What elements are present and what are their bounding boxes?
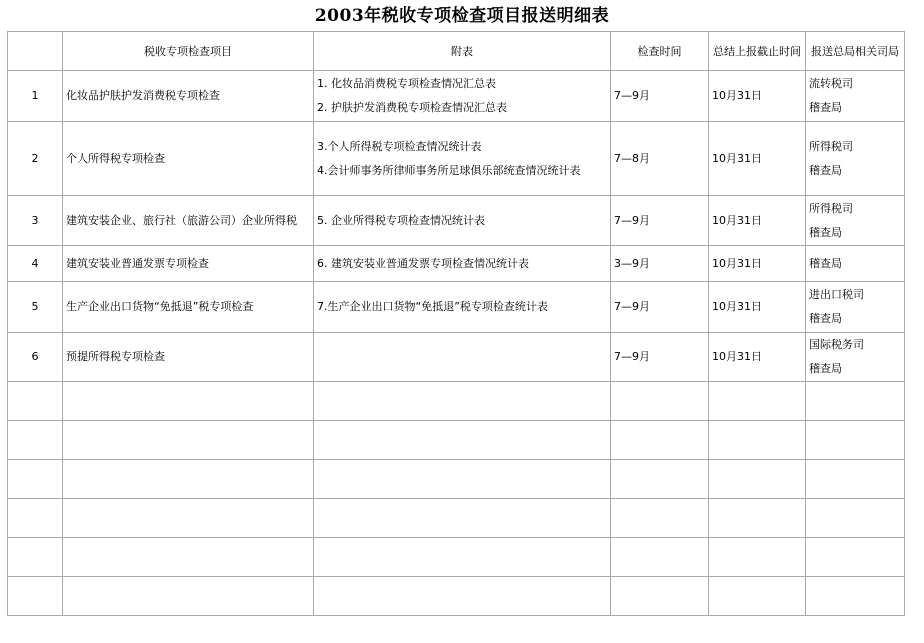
row-deadline: 10月31日 xyxy=(709,71,806,122)
empty-cell xyxy=(314,577,611,616)
row-index: 4 xyxy=(8,246,63,282)
empty-cell xyxy=(63,382,314,421)
row-period: 7—9月 xyxy=(611,282,709,333)
row-deadline: 10月31日 xyxy=(709,282,806,333)
empty-cell xyxy=(709,421,806,460)
row-dept xyxy=(806,246,905,282)
header-period: 检查时间 xyxy=(611,32,709,71)
row-dept xyxy=(806,196,905,246)
row-dept xyxy=(806,71,905,122)
row-attachments xyxy=(314,71,611,122)
empty-cell xyxy=(8,382,63,421)
row-project: 生产企业出口货物“免抵退”税专项检查 xyxy=(63,282,314,333)
row-period: 3—9月 xyxy=(611,246,709,282)
empty-cell xyxy=(8,499,63,538)
empty-cell xyxy=(611,538,709,577)
row-deadline: 10月31日 xyxy=(709,122,806,196)
empty-row xyxy=(8,382,905,421)
row-index: 5 xyxy=(8,282,63,333)
dept-item: 流转税司 xyxy=(809,77,853,90)
row-deadline: 10月31日 xyxy=(709,196,806,246)
empty-cell xyxy=(314,460,611,499)
row-dept xyxy=(806,122,905,196)
empty-cell xyxy=(806,499,905,538)
row-attachments xyxy=(314,196,611,246)
header-project: 税收专项检查项目 xyxy=(63,32,314,71)
attachment-item: 4.会计师事务所律师事务所足球俱乐部统查情况统计表 xyxy=(317,163,581,177)
attachment-item: 7.生产企业出口货物“免抵退”税专项检查统计表 xyxy=(317,300,548,313)
dept-item: 国际税务司 xyxy=(809,338,864,351)
dept-item: 稽查局 xyxy=(809,101,842,114)
row-project: 建筑安装业普通发票专项检查 xyxy=(63,246,314,282)
empty-row xyxy=(8,421,905,460)
empty-cell xyxy=(8,421,63,460)
header-attachments: 附表 xyxy=(314,32,611,71)
empty-cell xyxy=(806,460,905,499)
dept-item: 所得税司 xyxy=(809,201,853,215)
empty-cell xyxy=(314,499,611,538)
row-attachments xyxy=(314,246,611,282)
page-title: 2003年税收专项检查项目报送明细表 xyxy=(314,6,610,26)
empty-row xyxy=(8,460,905,499)
empty-cell xyxy=(709,460,806,499)
empty-cell xyxy=(806,421,905,460)
empty-cell xyxy=(63,421,314,460)
dept-item: 稽查局 xyxy=(809,225,842,239)
empty-cell xyxy=(611,577,709,616)
empty-cell xyxy=(611,460,709,499)
row-project: 个人所得税专项检查 xyxy=(63,122,314,196)
row-project: 化妆品护肤护发消费税专项检查 xyxy=(63,71,314,122)
dept-item: 所得税司 xyxy=(809,139,853,153)
empty-cell xyxy=(611,499,709,538)
row-period: 7—9月 xyxy=(611,196,709,246)
row-attachments xyxy=(314,282,611,333)
empty-cell xyxy=(709,382,806,421)
empty-cell xyxy=(806,382,905,421)
empty-cell xyxy=(63,538,314,577)
empty-row xyxy=(8,577,905,616)
header-row xyxy=(8,32,905,71)
row-attachments xyxy=(314,122,611,196)
attachment-item: 3.个人所得税专项检查情况统计表 xyxy=(317,139,482,153)
header-dept: 报送总局相关司局 xyxy=(806,32,905,71)
empty-cell xyxy=(8,577,63,616)
empty-cell xyxy=(611,382,709,421)
row-dept xyxy=(806,282,905,333)
empty-cell xyxy=(709,577,806,616)
empty-cell xyxy=(314,538,611,577)
row-dept xyxy=(806,333,905,382)
empty-cell xyxy=(314,382,611,421)
attachment-item: 6. 建筑安装业普通发票专项检查情况统计表 xyxy=(317,256,529,270)
row-deadline: 10月31日 xyxy=(709,333,806,382)
attachment-item: 1. 化妆品消费税专项检查情况汇总表 xyxy=(317,77,496,90)
row-period: 7—9月 xyxy=(611,333,709,382)
row-period: 7—9月 xyxy=(611,71,709,122)
row-period: 7—8月 xyxy=(611,122,709,196)
row-attachments xyxy=(314,333,611,382)
empty-cell xyxy=(8,460,63,499)
dept-item: 稽查局 xyxy=(809,312,842,325)
empty-cell xyxy=(63,577,314,616)
row-deadline: 10月31日 xyxy=(709,246,806,282)
empty-cell xyxy=(314,421,611,460)
row-index: 3 xyxy=(8,196,63,246)
empty-cell xyxy=(611,421,709,460)
row-index: 6 xyxy=(8,333,63,382)
row-index: 2 xyxy=(8,122,63,196)
table-row xyxy=(8,282,905,333)
table-row xyxy=(8,333,905,382)
empty-cell xyxy=(806,538,905,577)
table-row xyxy=(8,196,905,246)
empty-cell xyxy=(63,460,314,499)
attachment-item: 2. 护肤护发消费税专项检查情况汇总表 xyxy=(317,101,507,114)
empty-cell xyxy=(8,538,63,577)
header-blank xyxy=(8,32,63,71)
row-project: 预提所得税专项检查 xyxy=(63,333,314,382)
table-row xyxy=(8,246,905,282)
row-project: 建筑安装企业、旅行社（旅游公司）企业所得税 xyxy=(63,196,314,246)
header-deadline: 总结上报截止时间 xyxy=(709,32,806,71)
dept-item: 进出口税司 xyxy=(809,288,864,301)
dept-item: 稽查局 xyxy=(809,362,842,375)
detail-table xyxy=(7,31,905,616)
empty-cell xyxy=(709,538,806,577)
dept-item: 稽查局 xyxy=(809,163,842,177)
table-row xyxy=(8,122,905,196)
dept-item: 稽查局 xyxy=(809,256,842,270)
empty-row xyxy=(8,499,905,538)
empty-row xyxy=(8,538,905,577)
empty-cell xyxy=(63,499,314,538)
row-index: 1 xyxy=(8,71,63,122)
table-body xyxy=(8,71,905,616)
empty-cell xyxy=(709,499,806,538)
attachment-item: 5. 企业所得税专项检查情况统计表 xyxy=(317,213,485,227)
empty-cell xyxy=(806,577,905,616)
table-row xyxy=(8,71,905,122)
